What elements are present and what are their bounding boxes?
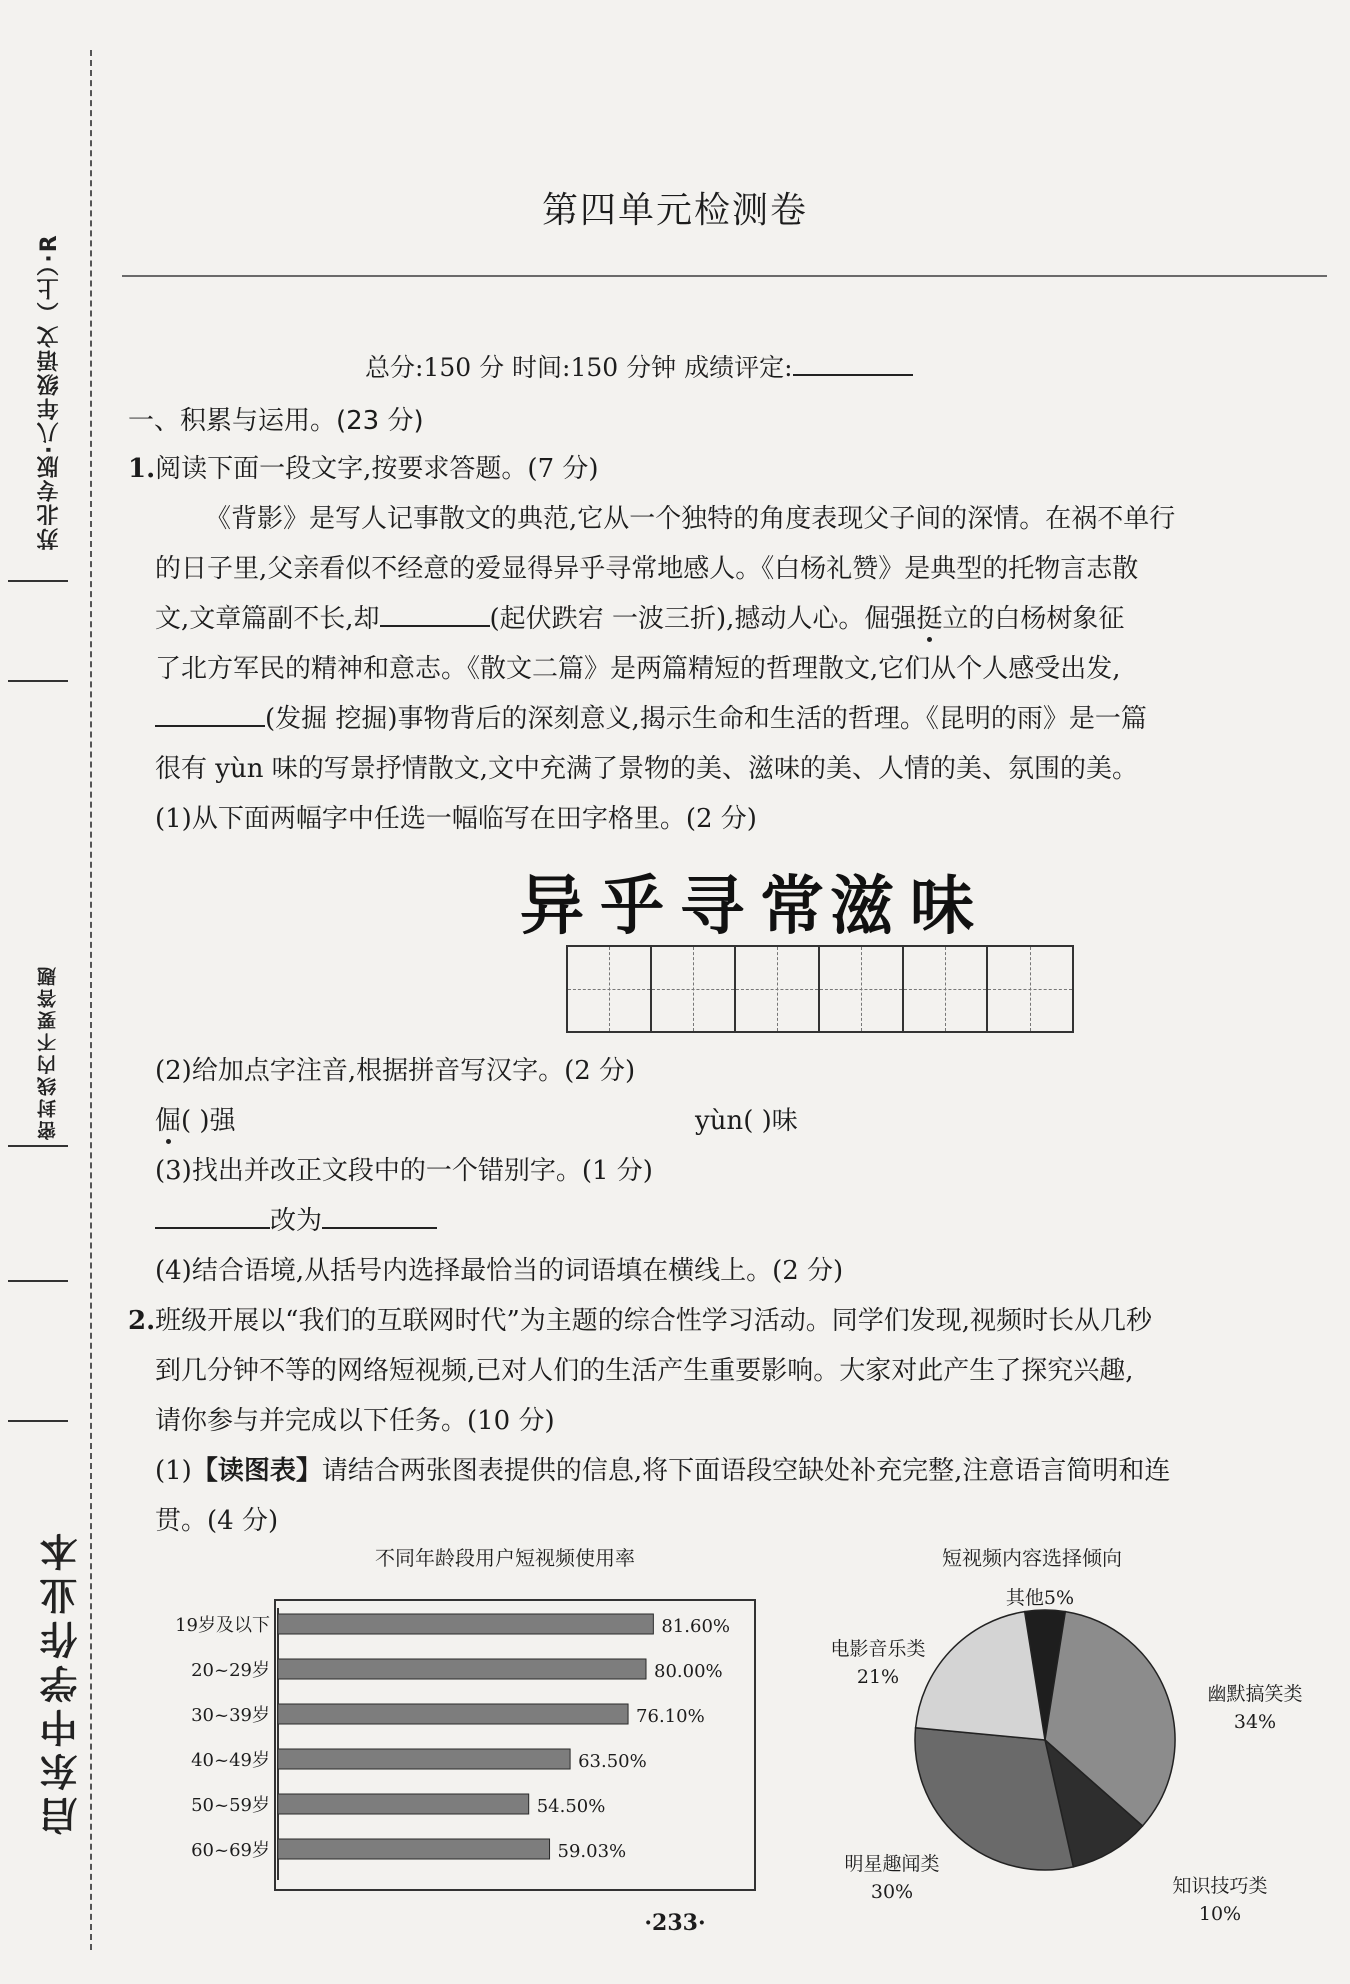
bar: [278, 1614, 653, 1634]
dotted-character: 倔: [155, 1106, 182, 1136]
question-text: 到几分钟不等的网络短视频,已对人们的生活产生重要影响。大家对此产生了探究兴趣,: [155, 1356, 1134, 1386]
passage-fragment: 立的白杨树象征: [942, 604, 1125, 634]
binding-tick: [8, 1280, 68, 1282]
bar-category-label: 40~49岁: [191, 1750, 270, 1771]
pinyin-item-1: [155, 1100, 236, 1137]
grid-cell[interactable]: [652, 947, 736, 1031]
score-info: [365, 348, 913, 384]
pie-slice-value: 30%: [870, 1881, 914, 1903]
bar: [278, 1794, 529, 1814]
bar-value-label: 80.00%: [654, 1661, 723, 1682]
side-seal-warning: 密封线内不要答题: [37, 964, 59, 1140]
bar-category-label: 30~39岁: [191, 1705, 270, 1726]
pinyin-item-text: 味: [771, 1106, 798, 1136]
question-2-stem: [128, 1300, 1152, 1337]
pie-slice-label: 幽默搞笑类: [1207, 1683, 1303, 1705]
bar: [278, 1704, 628, 1724]
bar-value-label: 63.50%: [578, 1751, 647, 1772]
grade-blank[interactable]: [793, 352, 913, 376]
question-1-stem: [128, 448, 599, 485]
pinyin-item-2: [695, 1100, 798, 1137]
bar: [278, 1839, 550, 1859]
passage-fragment: 文,文章篇副不长,却: [155, 604, 380, 634]
pinyin-item-text: yùn: [695, 1106, 744, 1136]
pie-slice-value: 10%: [1198, 1903, 1242, 1925]
bar-chart-title: 不同年龄段用户短视频使用率: [375, 1546, 635, 1570]
answer-blank[interactable]: [155, 703, 265, 727]
grid-cell[interactable]: [904, 947, 988, 1031]
passage-line: [155, 698, 1147, 735]
question-text: 班级开展以“我们的互联网时代”为主题的综合性学习活动。同学们发现,视频时长从几秒: [155, 1306, 1153, 1336]
grid-cell[interactable]: [568, 947, 652, 1031]
bar-value-label: 54.50%: [536, 1796, 606, 1817]
bar: [278, 1749, 570, 1769]
question-number: 1.: [128, 454, 156, 484]
grid-cell[interactable]: [988, 947, 1072, 1031]
passage-line: 的日子里,父亲看似不经意的爱显得异乎寻常地感人。《白杨礼赞》是典型的托物言志散: [155, 554, 1139, 584]
bar-category-label: 19岁及以下: [175, 1615, 270, 1636]
sub-question: (2)给加点字注音,根据拼音写汉字。(2 分): [155, 1056, 636, 1086]
binding-line: [90, 50, 92, 1950]
pie-chart: [800, 1570, 1330, 1925]
title-divider: [122, 275, 1327, 277]
bar-category-label: 60~69岁: [191, 1840, 270, 1861]
bar-category-label: 50~59岁: [191, 1795, 270, 1816]
sub-question-number: (1): [155, 1456, 192, 1486]
grid-cell[interactable]: [820, 947, 904, 1031]
question-text: 请你参与并完成以下任务。(10 分): [155, 1406, 555, 1436]
corrected-character-blank[interactable]: [322, 1205, 437, 1229]
correction-text: 改为: [270, 1206, 323, 1236]
tianzige-grid[interactable]: [566, 945, 1074, 1033]
calligraphy-sample-1: 异乎寻常: [520, 869, 840, 944]
binding-tick: [8, 1145, 68, 1147]
character-blank[interactable]: ( ): [743, 1106, 772, 1136]
calligraphy-sample-2: 滋味: [830, 869, 990, 944]
correction-line: [155, 1200, 437, 1237]
sub-question: [155, 1450, 1170, 1487]
side-book-name: 启东中学作业本: [40, 1527, 84, 1835]
side-edition-label: 苏北专版·八年级语文（上）·R: [37, 233, 62, 550]
pie-slice-label: 电影音乐类: [830, 1638, 926, 1660]
bar-value-label: 76.10%: [636, 1706, 705, 1727]
bar-chart: [150, 1600, 770, 1895]
bar: [278, 1659, 646, 1679]
passage-line: 很有 yùn 味的写景抒情散文,文中充满了景物的美、滋味的美、人情的美、氛围的美。: [155, 754, 1138, 784]
sub-question: (3)找出并改正文段中的一个错别字。(1 分): [155, 1156, 653, 1186]
passage-fragment: (起伏跌宕 一波三折),撼动人心。: [489, 604, 865, 634]
pie-slice-value: 21%: [856, 1666, 900, 1688]
passage-fragment: 倔强: [864, 604, 917, 634]
pinyin-blank[interactable]: ( ): [181, 1106, 210, 1136]
passage-line: 《背影》是写人记事散文的典范,它从一个独特的角度表现父子间的深情。在祸不单行: [205, 504, 1176, 534]
bar-value-label: 81.60%: [661, 1616, 731, 1637]
score-info-text: 总分:150 分 时间:150 分钟 成绩评定:: [365, 353, 793, 382]
pinyin-item-text: 强: [209, 1106, 236, 1136]
bar-category-label: 20~29岁: [191, 1660, 270, 1681]
sub-question: (4)结合语境,从括号内选择最恰当的词语填在横线上。(2 分): [155, 1256, 844, 1286]
binding-tick: [8, 680, 68, 682]
pie-chart-title: 短视频内容选择倾向: [942, 1546, 1122, 1570]
sub-question-text: 贯。(4 分): [155, 1506, 279, 1536]
pie-slice-label: 知识技巧类: [1172, 1875, 1268, 1897]
passage-line: 了北方军民的精神和意志。《散文二篇》是两篇精短的哲理散文,它们从个人感受出发,: [155, 654, 1121, 684]
passage-fragment: (发掘 挖掘)事物背后的深刻意义,揭示生命和生活的哲理。《昆明的雨》是一篇: [265, 704, 1147, 734]
pie-slice: [916, 1612, 1045, 1740]
pie-slice-label: 明星趣闻类: [844, 1853, 940, 1875]
binding-tick: [8, 1420, 68, 1422]
passage-line: [155, 598, 1124, 635]
page-number: ·233·: [644, 1910, 706, 1936]
pie-slice-label: 其他5%: [1005, 1587, 1075, 1609]
question-number: 2.: [128, 1306, 156, 1336]
wrong-character-blank[interactable]: [155, 1205, 270, 1229]
sub-question-text: 请结合两张图表提供的信息,将下面语段空缺处补充完整,注意语言简明和连: [321, 1456, 1171, 1486]
sub-question: (1)从下面两幅字中任选一幅临写在田字格里。(2 分): [155, 804, 757, 834]
page-title: 第四单元检测卷: [541, 190, 808, 231]
binding-tick: [8, 580, 68, 582]
grid-cell[interactable]: [736, 947, 820, 1031]
question-text: 阅读下面一段文字,按要求答题。(7 分): [155, 454, 599, 484]
bar-value-label: 59.03%: [557, 1841, 627, 1862]
task-tag: 【读图表】: [191, 1456, 322, 1486]
answer-blank[interactable]: [380, 603, 490, 627]
dotted-character: 挺: [916, 604, 943, 634]
section-heading: 一、积累与运用。(23 分): [128, 406, 424, 436]
pie-slice-value: 34%: [1233, 1711, 1277, 1733]
